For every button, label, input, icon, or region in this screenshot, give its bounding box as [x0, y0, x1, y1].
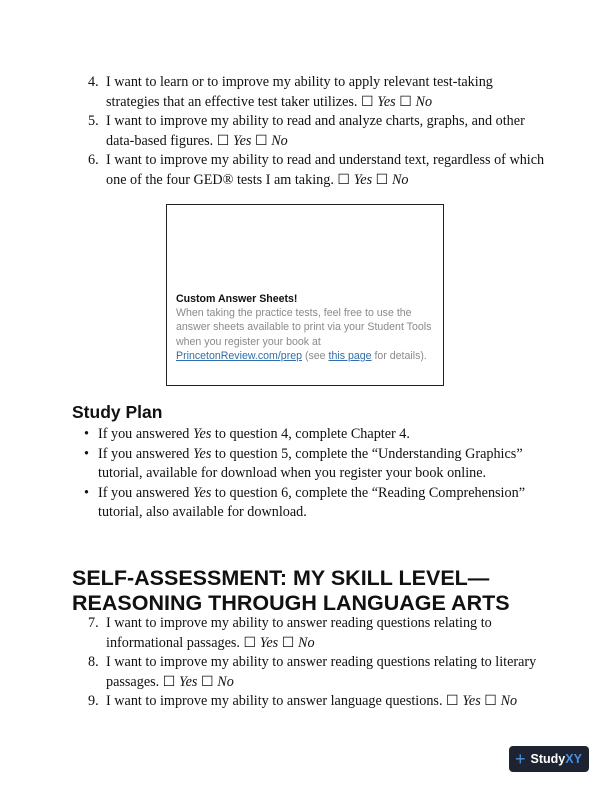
- yes-checkbox[interactable]: ☐: [243, 634, 257, 651]
- question-number: 9.: [88, 693, 99, 709]
- question-text: I want to learn or to improve my ability to apply relevant test-taking strategies that an effective test taker utilizes.: [106, 74, 493, 110]
- question-item: [88, 151, 548, 190]
- question-text: I want to improve my ability to answer language questions.: [106, 693, 443, 709]
- question-number: 8.: [88, 654, 99, 670]
- sidebar-text-end: for details).: [371, 349, 427, 362]
- question-text: I want to improve my ability to answer reading questions relating to informational passages.: [106, 615, 492, 651]
- answer-sheets-sidebar: [166, 204, 444, 386]
- no-label: No: [271, 132, 288, 149]
- no-checkbox[interactable]: ☐: [254, 132, 268, 149]
- no-label: No: [415, 93, 433, 110]
- study-plan-item: [84, 445, 546, 484]
- plan-emphasis: Yes: [192, 445, 212, 462]
- no-label: No: [298, 634, 315, 651]
- study-plan-item: [84, 484, 546, 523]
- yes-label: Yes: [462, 693, 481, 709]
- plan-text: to question 6, complete the “Reading Comprehension” tutorial, also available for download.: [98, 484, 525, 520]
- yes-checkbox[interactable]: ☐: [216, 132, 230, 149]
- sidebar-title: Custom Answer Sheets!: [176, 293, 298, 305]
- yes-label: Yes: [377, 93, 396, 110]
- yes-checkbox[interactable]: ☐: [337, 171, 351, 188]
- plan-emphasis: Yes: [192, 484, 212, 501]
- self-assessment-heading: SELF-ASSESSMENT: MY SKILL LEVEL—REASONING THROUGH LANGUAGE ARTS: [72, 566, 510, 615]
- question-text: I want to improve my ability to read and understand text, regardless of which one of the four GED® tests I am taking.: [106, 152, 545, 188]
- this-page-link[interactable]: this page: [328, 349, 372, 362]
- logo-text-xy: XY: [565, 752, 582, 766]
- yes-label: Yes: [179, 673, 198, 690]
- no-checkbox[interactable]: ☐: [399, 93, 412, 110]
- yes-checkbox[interactable]: ☐: [361, 93, 374, 110]
- question-item: [88, 653, 548, 692]
- question-number: 5.: [88, 113, 99, 129]
- yes-label: Yes: [353, 171, 373, 188]
- yes-label: Yes: [232, 132, 252, 149]
- study-plan-list: [84, 425, 546, 523]
- question-text: I want to improve my ability to answer reading questions relating to literary passages.: [106, 654, 537, 690]
- studyxy-logo[interactable]: [509, 746, 589, 772]
- question-item: [88, 112, 548, 151]
- question-item: [88, 692, 548, 712]
- question-number: 4.: [88, 74, 99, 90]
- plan-text: If you answered: [98, 426, 193, 442]
- plan-text: to question 4, complete Chapter 4.: [211, 426, 410, 442]
- question-text: I want to improve my ability to read and analyze charts, graphs, and other data-based figures.: [106, 113, 525, 149]
- bullet-icon: •: [84, 484, 89, 501]
- no-checkbox[interactable]: ☐: [200, 673, 214, 690]
- study-plan-heading: Study Plan: [72, 402, 163, 422]
- yes-checkbox[interactable]: ☐: [446, 693, 459, 709]
- question-list-top: [88, 73, 548, 190]
- question-item: [88, 614, 548, 653]
- plan-text: If you answered: [98, 445, 193, 462]
- sidebar-text: When taking the practice tests, feel free to use the answer sheets available to print via your Student Tools when you register your book at: [176, 307, 432, 348]
- yes-label: Yes: [259, 634, 279, 651]
- plan-text: to question 5, complete the “Understanding Graphics” tutorial, available for download when you register your book online.: [98, 445, 523, 481]
- sidebar-content: [176, 292, 435, 363]
- plan-emphasis: Yes: [192, 426, 212, 442]
- question-number: 6.: [88, 152, 99, 168]
- plus-sparkle-icon: +: [515, 749, 526, 769]
- no-label: No: [391, 171, 409, 188]
- question-item: [88, 73, 548, 112]
- yes-checkbox[interactable]: ☐: [162, 673, 176, 690]
- sidebar-text-mid: (see: [302, 349, 329, 362]
- no-checkbox[interactable]: ☐: [375, 171, 389, 188]
- no-label: No: [500, 693, 518, 709]
- no-label: No: [217, 673, 234, 690]
- plan-text: If you answered: [98, 484, 193, 501]
- question-number: 7.: [88, 615, 99, 631]
- study-plan-item: [84, 425, 546, 445]
- question-list-bottom: [88, 614, 548, 712]
- bullet-icon: •: [84, 426, 89, 442]
- princeton-review-link[interactable]: PrincetonReview.com/prep: [176, 349, 303, 362]
- logo-text-study: Study: [530, 752, 566, 766]
- bullet-icon: •: [84, 445, 89, 462]
- no-checkbox[interactable]: ☐: [281, 634, 295, 651]
- no-checkbox[interactable]: ☐: [484, 693, 498, 709]
